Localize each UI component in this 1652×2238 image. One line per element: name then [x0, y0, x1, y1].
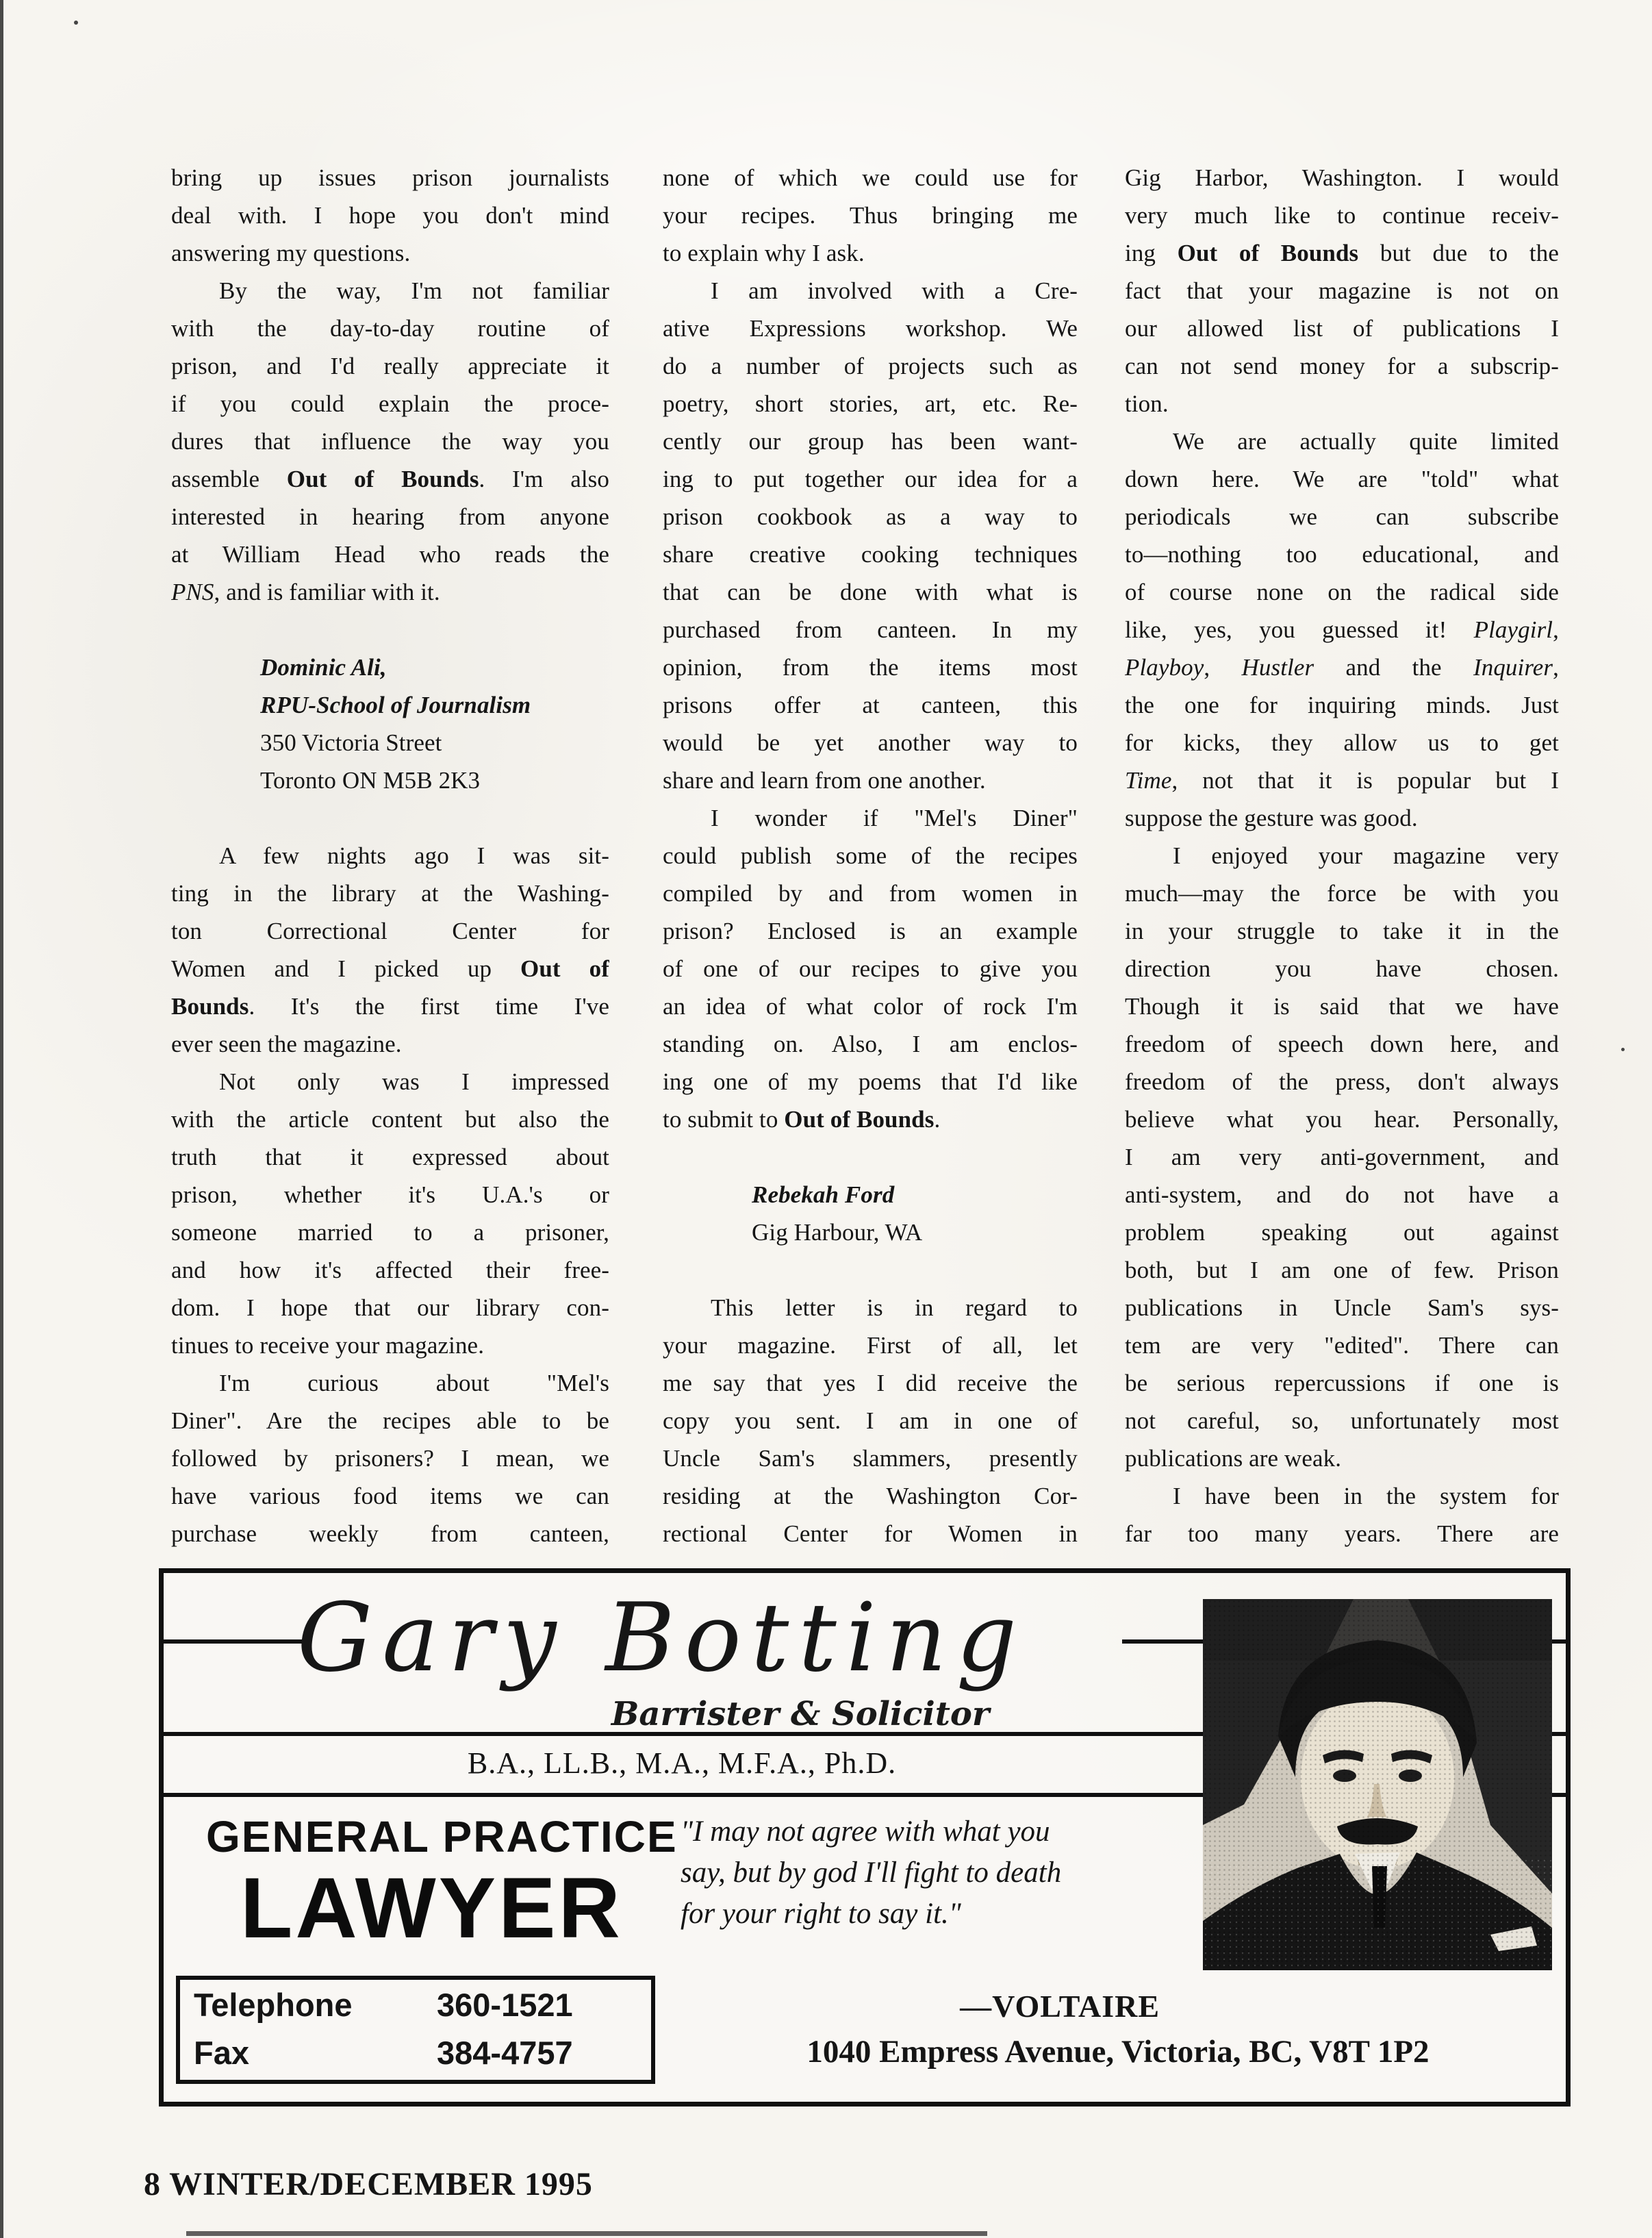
quote-attribution: —VOLTAIRE	[960, 1989, 1160, 2024]
text-line: answering my questions.	[171, 240, 411, 266]
text-line: prison, and I'd really appreciate it	[171, 353, 609, 379]
text-line: prison, whether it's U.A.'s or	[171, 1181, 609, 1208]
text-line: at William Head who reads the	[171, 541, 609, 568]
text-line: We are actually quite limited	[1173, 428, 1559, 455]
text-line: could publish some of the recipes	[663, 842, 1078, 869]
text-line: tion.	[1125, 390, 1169, 417]
scan-edge-artifact-left	[0, 0, 3, 2238]
text-line: have various food items we can	[171, 1483, 609, 1509]
text-line: This letter is in regard to	[711, 1294, 1078, 1321]
portrait-photo	[1203, 1599, 1552, 1970]
text-line: residing at the Washington Cor-	[663, 1483, 1078, 1509]
text-line: I am very anti-government, and	[1125, 1144, 1559, 1170]
text-line: tem are very "edited". There can	[1125, 1332, 1559, 1359]
text-line: to submit to Out of Bounds.	[663, 1106, 941, 1133]
scan-edge-artifact-bottom	[186, 2231, 987, 2236]
text-line: freedom of speech down here, and	[1125, 1031, 1559, 1057]
text-line: anti-system, and do not have a	[1125, 1181, 1559, 1208]
letters-column-2	[663, 159, 1078, 1552]
quote-line: for your right to say it."	[681, 1898, 961, 1930]
text-line: purchase weekly from canteen,	[171, 1520, 609, 1547]
scan-speck	[74, 21, 78, 25]
text-line: cently our group has been want-	[663, 428, 1078, 455]
text-line: with the article content but also the	[171, 1106, 609, 1133]
text-line: Diner". Are the recipes able to be	[171, 1407, 609, 1434]
text-line: problem speaking out against	[1125, 1219, 1559, 1246]
telephone-label: Telephone	[194, 1987, 353, 2023]
text-line: Though it is said that we have	[1125, 993, 1559, 1020]
text-line: not careful, so, unfortunately most	[1125, 1407, 1559, 1434]
text-line: very much like to continue receiv-	[1125, 202, 1559, 229]
fax-row	[194, 2028, 639, 2078]
text-line: an idea of what color of rock I'm	[663, 993, 1078, 1020]
text-line: your magazine. First of all, let	[663, 1332, 1078, 1359]
text-line: your recipes. Thus bringing me	[663, 202, 1078, 229]
text-line: PNS, and is familiar with it.	[171, 579, 440, 605]
text-line: prison? Enclosed is an example	[663, 918, 1078, 944]
portrait-photo-graphic	[1203, 1599, 1552, 1970]
text-line: interested in hearing from anyone	[171, 503, 609, 530]
text-line: suppose the gesture was good.	[1125, 805, 1418, 831]
text-line: publications in Uncle Sam's sys-	[1125, 1294, 1559, 1321]
text-line: that can be done with what is	[663, 579, 1078, 605]
text-line: I enjoyed your magazine very	[1173, 842, 1559, 869]
text-line: rectional Center for Women in	[663, 1520, 1078, 1547]
text-line: can not send money for a subscrip-	[1125, 353, 1559, 379]
text-line: ever seen the magazine.	[171, 1031, 402, 1057]
text-line: bring up issues prison journalists	[171, 164, 609, 191]
text-line: the one for inquiring minds. Just	[1125, 692, 1559, 718]
text-line: compiled by and from women in	[663, 880, 1078, 907]
ad-rule-top-left	[164, 1639, 309, 1644]
text-line: direction you have chosen.	[1125, 955, 1559, 982]
lawyer-heading: LAWYER	[240, 1861, 623, 1956]
text-line: RPU-School of Journalism	[260, 692, 531, 718]
text-line: Gig Harbor, Washington. I would	[1125, 164, 1559, 191]
text-line: share creative cooking techniques	[663, 541, 1078, 568]
text-line: opinion, from the items most	[663, 654, 1078, 681]
text-line: poetry, short stories, art, etc. Re-	[663, 390, 1078, 417]
text-line	[663, 1251, 1078, 1289]
text-line: prison cookbook as a way to	[663, 503, 1078, 530]
text-line: Bounds. It's the first time I've	[171, 993, 609, 1020]
text-line: both, but I am one of few. Prison	[1125, 1257, 1559, 1283]
text-line: prisons offer at canteen, this	[663, 692, 1078, 718]
text-line: none of which we could use for	[663, 164, 1078, 191]
text-line: ing Out of Bounds but due to the	[1125, 240, 1559, 266]
quote-line: "I may not agree with what you	[681, 1815, 1050, 1848]
text-line: copy you sent. I am in one of	[663, 1407, 1078, 1434]
text-line: periodicals we can subscribe	[1125, 503, 1559, 530]
text-line: like, yes, you guessed it! Playgirl,	[1125, 616, 1559, 643]
text-line: down here. We are "told" what	[1125, 466, 1559, 492]
text-line: to explain why I ask.	[663, 240, 865, 266]
scan-speck	[1621, 1048, 1625, 1051]
advertiser-name: Gary Botting	[297, 1583, 1027, 1693]
text-line: A few nights ago I was sit-	[219, 842, 609, 869]
text-line: Rebekah Ford	[752, 1181, 895, 1208]
fax-number: 384-4757	[437, 2035, 573, 2071]
text-line: I wonder if "Mel's Diner"	[711, 805, 1078, 831]
text-line: standing on. Also, I am enclos-	[663, 1031, 1078, 1057]
text-line: much—may the force be with you	[1125, 880, 1559, 907]
text-line: Gig Harbour, WA	[752, 1219, 923, 1246]
text-line: believe what you hear. Personally,	[1125, 1106, 1559, 1133]
telephone-row	[194, 1980, 639, 2030]
text-line: freedom of the press, don't always	[1125, 1068, 1559, 1095]
lawyer-advertisement	[159, 1568, 1571, 2107]
practice-heading: GENERAL PRACTICE	[206, 1812, 678, 1861]
text-line: share and learn from one another.	[663, 767, 986, 794]
text-line: followed by prisoners? I mean, we	[171, 1445, 609, 1472]
text-line: deal with. I hope you don't mind	[171, 202, 609, 229]
text-line: and how it's affected their free-	[171, 1257, 609, 1283]
text-line: I'm curious about "Mel's	[219, 1370, 609, 1396]
text-line: be serious repercussions if one is	[1125, 1370, 1559, 1396]
text-line: ting in the library at the Washing-	[171, 880, 609, 907]
text-line: purchased from canteen. In my	[663, 616, 1078, 643]
telephone-number: 360-1521	[437, 1987, 573, 2023]
text-line: would be yet another way to	[663, 729, 1078, 756]
quote-line: say, but by god I'll fight to death	[681, 1857, 1062, 1889]
office-address: 1040 Empress Avenue, Victoria, BC, V8T 1P2	[806, 2034, 1429, 2070]
text-line: Time, not that it is popular but I	[1125, 767, 1559, 794]
text-line	[663, 1138, 1078, 1176]
text-line: me say that yes I did receive the	[663, 1370, 1078, 1396]
text-line: ative Expressions workshop. We	[663, 315, 1078, 342]
text-line: I am involved with a Cre-	[711, 277, 1078, 304]
text-line: dures that influence the way you	[171, 428, 609, 455]
text-line: for kicks, they allow us to get	[1125, 729, 1559, 756]
text-line: ton Correctional Center for	[171, 918, 609, 944]
text-line: Playboy, Hustler and the Inquirer,	[1125, 654, 1559, 681]
text-line: if you could explain the proce-	[171, 390, 609, 417]
text-line: someone married to a prisoner,	[171, 1219, 609, 1246]
letters-column-1	[171, 159, 609, 1552]
text-line	[171, 799, 609, 837]
letters-column-3	[1125, 159, 1559, 1552]
text-line: ing to put together our idea for a	[663, 466, 1078, 492]
text-line: of one of our recipes to give you	[663, 955, 1078, 982]
halftone-overlay-light	[1203, 1859, 1552, 1970]
text-line: far too many years. There are	[1125, 1520, 1559, 1547]
text-line: our allowed list of publications I	[1125, 315, 1559, 342]
text-line: Dominic Ali,	[260, 654, 387, 681]
voltaire-quote	[681, 1811, 1167, 1935]
text-line: Toronto ON M5B 2K3	[260, 767, 481, 794]
text-line	[171, 611, 609, 649]
advertiser-credentials: B.A., LL.B., M.A., M.F.A., Ph.D.	[467, 1746, 897, 1780]
text-line: Women and I picked up Out of	[171, 955, 609, 982]
text-line: dom. I hope that our library con-	[171, 1294, 609, 1321]
text-line: I have been in the system for	[1173, 1483, 1559, 1509]
text-line: tinues to receive your magazine.	[171, 1332, 485, 1359]
text-line: assemble Out of Bounds. I'm also	[171, 466, 609, 492]
text-line: publications are weak.	[1125, 1445, 1342, 1472]
page-footer: 8 WINTER/DECEMBER 1995	[144, 2166, 593, 2202]
text-line: By the way, I'm not familiar	[219, 277, 609, 304]
contact-box	[176, 1976, 655, 2084]
text-line: Not only was I impressed	[219, 1068, 609, 1095]
text-line: 350 Victoria Street	[260, 729, 442, 756]
text-line: Uncle Sam's slammers, presently	[663, 1445, 1078, 1472]
fax-label: Fax	[194, 2035, 249, 2071]
text-line: with the day-to-day routine of	[171, 315, 609, 342]
text-line: ing one of my poems that I'd like	[663, 1068, 1078, 1095]
text-line: fact that your magazine is not on	[1125, 277, 1559, 304]
advertiser-title: Barrister & Solicitor	[611, 1695, 990, 1733]
text-line: in your struggle to take it in the	[1125, 918, 1559, 944]
text-line: of course none on the radical side	[1125, 579, 1559, 605]
text-line: truth that it expressed about	[171, 1144, 609, 1170]
text-line: do a number of projects such as	[663, 353, 1078, 379]
text-line: to—nothing too educational, and	[1125, 541, 1559, 568]
